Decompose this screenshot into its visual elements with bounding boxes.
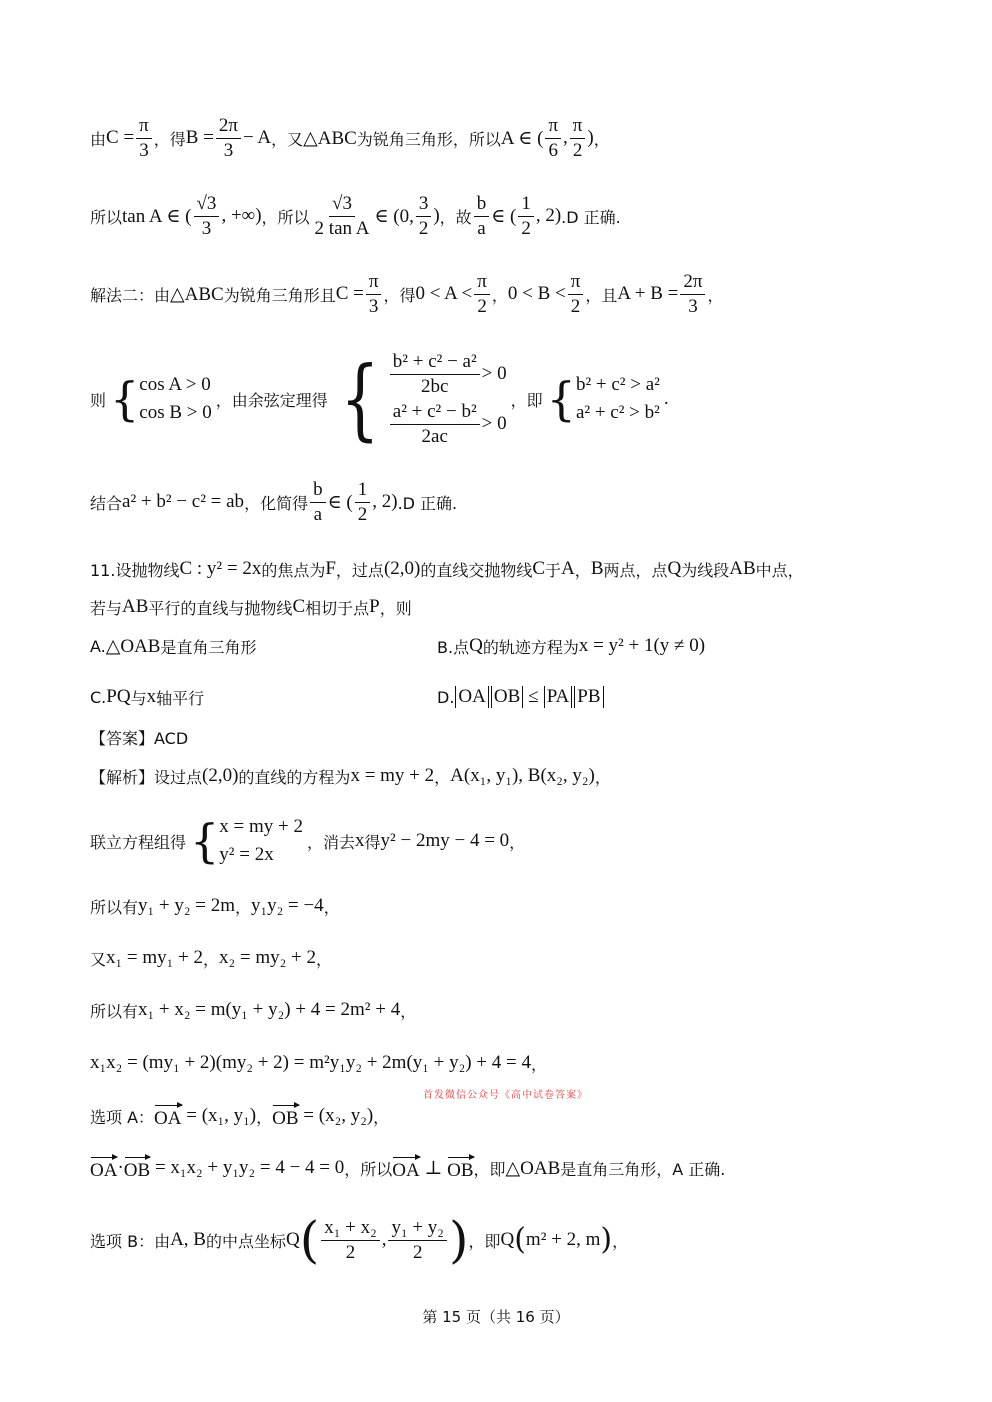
fraction	[416, 194, 432, 239]
equation-system	[190, 813, 303, 869]
right-paren: )	[600, 1222, 613, 1257]
vector: OA	[392, 1154, 419, 1182]
fraction	[321, 1218, 379, 1263]
left-brace: {	[110, 372, 140, 426]
abs-value: OA	[455, 686, 488, 708]
math: △OAB	[105, 635, 161, 657]
math: ,	[563, 127, 568, 148]
text: 又	[90, 949, 107, 969]
text: ，	[202, 949, 219, 969]
text: 解法二：由	[90, 285, 171, 305]
math: ∈ (0,	[374, 205, 414, 227]
math: Q	[667, 558, 682, 579]
denominator: 2	[345, 1241, 356, 1263]
math: B =	[185, 127, 214, 148]
solution-line-11	[90, 1096, 389, 1136]
numerator: π	[570, 116, 586, 139]
math: Q	[500, 1229, 515, 1250]
system-rows	[576, 371, 660, 427]
solution-line-3	[90, 270, 724, 317]
text: ，	[707, 285, 724, 305]
system-rows	[139, 371, 211, 427]
system-rows	[219, 813, 303, 869]
solution-line-9	[90, 990, 416, 1030]
text: ，	[574, 560, 591, 580]
math-part: = (x₁, y₁)	[186, 1105, 257, 1126]
numerator: 1	[355, 480, 371, 503]
fraction	[366, 272, 382, 317]
text: ，化简得	[244, 493, 309, 513]
equation-system	[110, 371, 212, 427]
text: 结合	[90, 493, 123, 513]
text: ，得	[153, 129, 186, 149]
system-row: b² + c² > a²	[575, 374, 660, 395]
math: A + B =	[617, 283, 679, 304]
math: AB	[729, 558, 756, 579]
text: ，过点	[335, 560, 384, 580]
system-row	[388, 399, 507, 449]
math	[392, 1154, 473, 1182]
fraction	[568, 272, 584, 317]
math: )	[433, 205, 440, 226]
math: Q	[469, 635, 483, 656]
math: (2,0)	[202, 765, 239, 786]
denominator: 2	[521, 217, 531, 239]
numerator: b	[474, 194, 490, 217]
math-part: = (x₂, y₂)	[303, 1105, 374, 1126]
math: PQ	[106, 686, 131, 707]
text: ，	[593, 129, 610, 149]
system-row: y² = 2x	[219, 844, 274, 865]
math	[154, 1102, 256, 1130]
text: .D 正确.	[397, 493, 458, 513]
text: 所以	[90, 207, 123, 227]
text: 所以有	[90, 897, 139, 917]
system-row: a² + c² > b²	[575, 402, 660, 423]
system-row	[388, 349, 507, 399]
text: ，	[531, 1054, 548, 1074]
option-b	[437, 628, 705, 664]
numerator: √3	[194, 194, 220, 217]
text: ，	[509, 832, 526, 852]
text: 的焦点为	[261, 560, 326, 580]
math: )	[587, 127, 594, 148]
math: A ∈ (	[500, 127, 544, 149]
vector: OB	[447, 1154, 473, 1182]
fraction	[680, 272, 705, 317]
math: , 2)	[535, 205, 562, 226]
text: ，	[234, 897, 251, 917]
text: 所以有	[90, 1001, 139, 1021]
math: Q	[286, 1229, 300, 1250]
answer-text: 【答案】ACD	[90, 728, 189, 748]
solution-line-1	[90, 114, 610, 161]
denominator: 2	[357, 503, 368, 525]
numerator: x₁ + x₂	[321, 1218, 379, 1241]
vector: OB	[272, 1102, 298, 1130]
math: − A	[243, 127, 272, 148]
fraction	[545, 116, 561, 161]
text: 联立方程组得	[90, 832, 187, 852]
denominator: 2	[477, 295, 487, 317]
text: 是直角三角形，A 正确.	[560, 1159, 726, 1179]
answer-line	[90, 717, 188, 757]
denominator: 3	[368, 295, 379, 317]
text: A.	[90, 636, 106, 656]
denominator: 3	[201, 217, 212, 239]
left-brace: {	[190, 814, 220, 868]
text: 则	[90, 390, 107, 410]
text: C.	[90, 687, 107, 707]
math: , 2)	[372, 491, 398, 512]
math: C =	[106, 127, 135, 148]
text: 两点，点	[603, 560, 668, 580]
option-d	[437, 679, 605, 715]
math: △ABC	[303, 127, 357, 149]
math-part: ·	[117, 1157, 124, 1178]
text: 与	[130, 688, 147, 708]
fraction	[474, 272, 490, 317]
option-a	[90, 628, 257, 664]
denominator: 3	[139, 139, 149, 161]
system-row: cos B > 0	[139, 402, 212, 423]
math: (2,0)	[383, 558, 421, 579]
denominator: a	[477, 217, 486, 239]
page-footer: 第 15 页（共 16 页）	[422, 1308, 570, 1326]
numerator: π	[545, 116, 561, 139]
text: ，	[373, 1107, 390, 1127]
inequality: > 0	[481, 363, 507, 384]
math: y₁ + y₂ = 2m	[138, 895, 235, 916]
left-brace: {	[546, 372, 576, 426]
fraction	[518, 194, 534, 239]
solution-line-10	[90, 1043, 547, 1083]
denominator: 2	[570, 295, 581, 317]
solution-line-13	[90, 1212, 628, 1268]
denominator: 2	[572, 139, 583, 161]
math: x = my + 2	[350, 765, 435, 786]
numerator: π	[568, 272, 584, 295]
math: x₁ + x₂ = m(y₁ + y₂) + 4 = 2m² + 4	[138, 999, 401, 1020]
text: ，且	[585, 285, 618, 305]
fraction	[570, 116, 586, 161]
math: 0 < B <	[507, 283, 566, 304]
text: 的中点坐标	[205, 1231, 286, 1251]
text: ，所以	[261, 207, 310, 227]
fraction	[355, 480, 371, 525]
math: m² + 2, m	[525, 1229, 601, 1250]
text: 于	[545, 560, 562, 580]
text: .D 正确.	[561, 207, 621, 227]
numerator: a² + c² − b²	[390, 402, 480, 425]
math: 0 < A <	[415, 283, 473, 304]
numerator: b² + c² − a²	[390, 352, 480, 375]
question-11-line-1	[90, 549, 804, 589]
text: ，	[612, 1231, 629, 1251]
equation-system	[547, 371, 660, 427]
text: ，	[315, 949, 332, 969]
math: A, B	[170, 1229, 206, 1250]
equation-system	[332, 349, 507, 449]
system-row: cos A > 0	[139, 374, 211, 395]
text: 轴平行	[156, 688, 205, 708]
text: ，	[400, 1001, 417, 1021]
solution-line-4	[90, 344, 669, 454]
numerator: π	[366, 272, 382, 295]
text: ，即	[468, 1231, 501, 1251]
text: ，	[434, 767, 451, 787]
math: y₁y₂ = −4	[251, 895, 324, 916]
math: F	[325, 558, 336, 579]
fraction	[136, 116, 152, 161]
text: ，由余弦定理得	[215, 390, 328, 410]
text: 的轨迹方程为	[482, 637, 579, 657]
left-paren: (	[514, 1222, 526, 1257]
text: 11.设抛物线	[90, 560, 180, 580]
text: 由	[90, 129, 107, 149]
math: x₂ = my₂ + 2	[219, 947, 316, 968]
watermark: 首发微信公众号《高中试卷答案》	[423, 1090, 588, 1101]
text: ，所以	[344, 1159, 393, 1179]
math: ,	[381, 1229, 387, 1250]
abs-value: PB	[574, 686, 603, 708]
text: 选项 A：	[90, 1107, 155, 1127]
text: 相切于点	[305, 598, 370, 618]
system-row: x = my + 2	[219, 816, 304, 837]
math: A	[561, 558, 575, 579]
text: 是直角三角形	[160, 637, 257, 657]
text: ，得	[383, 285, 416, 305]
solution-line-7	[90, 886, 340, 926]
solution-line-6	[90, 810, 525, 872]
math: ∈ (	[327, 491, 353, 513]
right-paren: )	[448, 1211, 469, 1269]
fraction	[312, 194, 373, 239]
text: 为锐角三角形且	[223, 285, 336, 305]
text: 的直线交抛物线	[420, 560, 533, 580]
fraction	[310, 480, 326, 525]
vector: OB	[124, 1154, 150, 1182]
text: 选项 B：由	[90, 1231, 171, 1251]
text: ，又	[271, 129, 304, 149]
math: P	[369, 596, 380, 617]
numerator: b	[310, 480, 326, 503]
fraction	[390, 352, 480, 397]
solution-line-8	[90, 938, 332, 978]
math: C : y² = 2x	[179, 558, 262, 579]
text: ，	[256, 1107, 273, 1127]
math: C	[292, 596, 306, 617]
math: AB	[122, 596, 149, 617]
numerator: π	[474, 272, 490, 295]
denominator: 2ac	[421, 425, 448, 447]
question-11-line-2	[90, 587, 412, 627]
numerator: √3	[329, 194, 355, 217]
math: ∈ (	[491, 205, 517, 227]
fraction	[194, 194, 220, 239]
vector: OA	[90, 1154, 117, 1182]
math: B	[590, 558, 604, 579]
text: ，	[323, 897, 340, 917]
math	[90, 1154, 344, 1182]
math	[272, 1102, 373, 1130]
fraction	[390, 402, 480, 447]
numerator: 3	[416, 194, 432, 217]
math: x₁ = my₁ + 2	[106, 947, 203, 968]
math: x	[146, 686, 157, 707]
math	[454, 686, 604, 708]
math-part: ⊥	[424, 1157, 443, 1179]
numerator: y₁ + y₂	[388, 1218, 446, 1241]
text: ，则	[379, 598, 412, 618]
numerator: π	[136, 116, 152, 139]
math: y² − 2my − 4 = 0	[380, 830, 510, 851]
text: 若与	[90, 598, 123, 618]
text: 的直线的方程为	[238, 767, 351, 787]
math: , +∞)	[221, 205, 262, 226]
denominator: 6	[548, 139, 558, 161]
numerator: 1	[518, 194, 534, 217]
analysis-line	[90, 756, 611, 796]
left-paren: (	[299, 1211, 320, 1269]
text: ，即	[473, 1159, 506, 1179]
denominator: a	[313, 503, 323, 525]
math: x₁x₂ = (my₁ + 2)(my₂ + 2) = m²y₁y₂ + 2m(y₁ + y₂) + 4 = 4	[90, 1052, 531, 1073]
solution-line-2	[90, 192, 621, 239]
text: B.点	[437, 637, 470, 657]
abs-value: OB	[491, 686, 523, 708]
text: 【解析】设过点	[90, 767, 203, 787]
math: .	[663, 388, 669, 409]
math: C	[532, 558, 546, 579]
denominator: 2bc	[421, 375, 449, 397]
text: 为线段	[681, 560, 730, 580]
fraction	[474, 194, 490, 239]
text: D.	[437, 687, 455, 707]
inequality: > 0	[481, 413, 507, 434]
fraction	[388, 1218, 446, 1263]
math: x	[355, 830, 365, 851]
text: 为锐角三角形，所以	[356, 129, 501, 149]
text: ，即	[510, 390, 543, 410]
math: A(x₁, y₁), B(x₂, y₂)	[450, 765, 595, 786]
abs-value: PA	[544, 686, 573, 708]
text: ，消去	[307, 832, 356, 852]
system-rows	[388, 349, 507, 449]
text: 平行的直线与抛物线	[148, 598, 293, 618]
math: △ABC	[170, 283, 224, 305]
numerator: 2π	[216, 116, 241, 139]
text: 中点，	[755, 560, 804, 580]
numerator: 2π	[680, 272, 705, 295]
math: tan A ∈ (	[122, 205, 192, 227]
vector: OA	[154, 1102, 181, 1130]
math: x = y² + 1(y ≠ 0)	[578, 635, 706, 656]
math-part: = x₁x₂ + y₁y₂ = 4 − 4 = 0	[154, 1157, 345, 1178]
denominator: 2	[418, 217, 429, 239]
solution-line-5	[90, 478, 458, 525]
text: 得	[364, 832, 381, 852]
text: ，	[491, 285, 508, 305]
text: ，	[594, 767, 611, 787]
math: △OAB	[505, 1157, 561, 1179]
math: C =	[335, 283, 364, 304]
left-brace: {	[340, 347, 380, 450]
denominator: 3	[688, 295, 698, 317]
denominator: 3	[223, 139, 234, 161]
denominator: 2	[412, 1241, 423, 1263]
fraction	[216, 116, 241, 161]
option-c	[90, 679, 204, 715]
inequality: ≤	[528, 686, 539, 707]
math: a² + b² − c² = ab	[122, 491, 245, 512]
solution-line-12	[90, 1148, 725, 1188]
denominator: 2 tan A	[314, 217, 370, 239]
text: ，故	[439, 207, 472, 227]
